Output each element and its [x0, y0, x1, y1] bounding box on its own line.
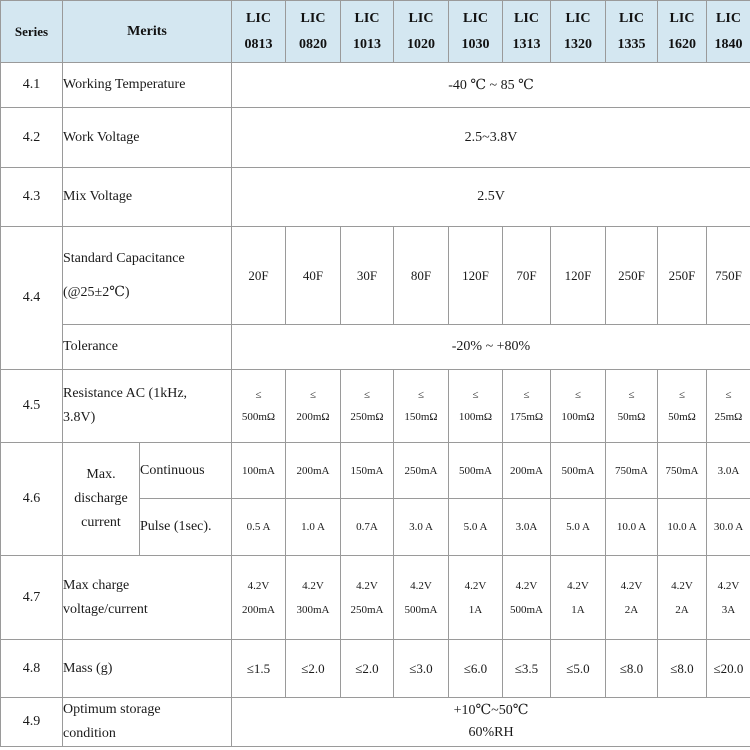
capacitance-value: 120F — [449, 227, 503, 325]
merit-label: Working Temperature — [63, 63, 232, 108]
model-header: LIC 1335 — [606, 1, 658, 63]
model-header: LIC 0820 — [286, 1, 341, 63]
resistance-value: ≤ 25mΩ — [707, 370, 750, 443]
table-row — [1, 556, 750, 640]
series-number: 4.6 — [1, 443, 63, 556]
series-number: 4.3 — [1, 168, 63, 227]
capacitance-value: 40F — [286, 227, 341, 325]
series-number: 4.8 — [1, 640, 63, 698]
continuous-value: 200mA — [286, 443, 341, 499]
capacitance-value: 250F — [658, 227, 707, 325]
model-header: LIC 1020 — [394, 1, 449, 63]
resistance-value: ≤ 100mΩ — [449, 370, 503, 443]
mass-value: ≤20.0 — [707, 640, 750, 698]
table-row — [1, 443, 750, 499]
charge-value: 4.2V 250mA — [341, 556, 394, 640]
model-header: LIC 1320 — [551, 1, 606, 63]
pulse-value: 0.5 A — [232, 499, 286, 556]
resistance-value: ≤ 50mΩ — [658, 370, 707, 443]
storage-condition-value: +10℃~50℃ 60%RH — [232, 698, 750, 747]
pulse-value: 3.0A — [503, 499, 551, 556]
mass-value: ≤2.0 — [341, 640, 394, 698]
merit-label — [63, 227, 232, 325]
charge-value: 4.2V 1A — [551, 556, 606, 640]
pulse-value: 1.0 A — [286, 499, 341, 556]
continuous-value: 500mA — [449, 443, 503, 499]
charge-value: 4.2V 1A — [449, 556, 503, 640]
mass-value: ≤3.0 — [394, 640, 449, 698]
model-header: LIC 1030 — [449, 1, 503, 63]
merit-label: Mass (g) — [63, 640, 232, 698]
mass-value: ≤2.0 — [286, 640, 341, 698]
continuous-value: 200mA — [503, 443, 551, 499]
mass-value: ≤3.5 — [503, 640, 551, 698]
pulse-value: 10.0 A — [606, 499, 658, 556]
charge-value: 4.2V 2A — [658, 556, 707, 640]
merit-label: Max charge voltage/current — [63, 556, 232, 640]
series-number: 4.1 — [1, 63, 63, 108]
table-row — [1, 108, 750, 168]
capacitance-value: 120F — [551, 227, 606, 325]
mass-value: ≤8.0 — [606, 640, 658, 698]
tolerance-label: Tolerance — [63, 325, 232, 370]
shared-value: 2.5~3.8V — [232, 108, 750, 168]
model-header: LIC 0813 — [232, 1, 286, 63]
mass-value: ≤8.0 — [658, 640, 707, 698]
shared-value: -40 ℃ ~ 85 ℃ — [232, 63, 750, 108]
series-number: 4.5 — [1, 370, 63, 443]
capacitance-condition: (@25±2℃) — [63, 284, 130, 300]
pulse-value: 5.0 A — [449, 499, 503, 556]
model-header: LIC 1620 — [658, 1, 707, 63]
max-discharge-label: Max. discharge current — [63, 443, 140, 556]
continuous-value: 500mA — [551, 443, 606, 499]
resistance-value: ≤ 150mΩ — [394, 370, 449, 443]
capacitance-value: 70F — [503, 227, 551, 325]
table-row — [1, 698, 750, 747]
continuous-label: Continuous — [140, 443, 232, 499]
series-number: 4.2 — [1, 108, 63, 168]
resistance-value: ≤ 100mΩ — [551, 370, 606, 443]
capacitance-value: 250F — [606, 227, 658, 325]
table-row — [1, 640, 750, 698]
merits-header: Merits — [63, 1, 232, 63]
series-number: 4.7 — [1, 556, 63, 640]
resistance-value: ≤ 50mΩ — [606, 370, 658, 443]
continuous-value: 3.0A — [707, 443, 750, 499]
mass-value: ≤5.0 — [551, 640, 606, 698]
charge-value: 4.2V 300mA — [286, 556, 341, 640]
table-row — [1, 370, 750, 443]
merit-label: Resistance AC (1kHz, 3.8V) — [63, 370, 232, 443]
table-row — [1, 63, 750, 108]
merit-label: Work Voltage — [63, 108, 232, 168]
resistance-value: ≤ 250mΩ — [341, 370, 394, 443]
tolerance-value: -20% ~ +80% — [232, 325, 750, 370]
continuous-value: 250mA — [394, 443, 449, 499]
charge-value: 4.2V 500mA — [503, 556, 551, 640]
capacitance-value: 30F — [341, 227, 394, 325]
model-header: LIC 1313 — [503, 1, 551, 63]
charge-value: 4.2V 500mA — [394, 556, 449, 640]
merit-label: Mix Voltage — [63, 168, 232, 227]
merit-label: Optimum storage condition — [63, 698, 232, 747]
continuous-value: 150mA — [341, 443, 394, 499]
series-number: 4.4 — [1, 227, 63, 370]
continuous-value: 750mA — [658, 443, 707, 499]
capacitance-label: Standard Capacitance — [63, 250, 185, 266]
pulse-value: 3.0 A — [394, 499, 449, 556]
pulse-value: 5.0 A — [551, 499, 606, 556]
table-row — [1, 227, 750, 325]
resistance-value: ≤ 175mΩ — [503, 370, 551, 443]
capacitance-value: 80F — [394, 227, 449, 325]
continuous-value: 750mA — [606, 443, 658, 499]
pulse-value: 30.0 A — [707, 499, 750, 556]
table-row — [1, 325, 750, 370]
pulse-value: 10.0 A — [658, 499, 707, 556]
capacitance-value: 750F — [707, 227, 750, 325]
series-number: 4.9 — [1, 698, 63, 747]
mass-value: ≤1.5 — [232, 640, 286, 698]
header-row — [1, 1, 750, 63]
resistance-value: ≤ 200mΩ — [286, 370, 341, 443]
mass-value: ≤6.0 — [449, 640, 503, 698]
pulse-label: Pulse (1sec). — [140, 499, 232, 556]
model-header: LIC 1840 — [707, 1, 750, 63]
charge-value: 4.2V 3A — [707, 556, 750, 640]
charge-value: 4.2V 2A — [606, 556, 658, 640]
continuous-value: 100mA — [232, 443, 286, 499]
table-row — [1, 168, 750, 227]
capacitance-value: 20F — [232, 227, 286, 325]
shared-value: 2.5V — [232, 168, 750, 227]
resistance-value: ≤ 500mΩ — [232, 370, 286, 443]
charge-value: 4.2V 200mA — [232, 556, 286, 640]
series-header: Series — [1, 1, 63, 63]
pulse-value: 0.7A — [341, 499, 394, 556]
model-header: LIC 1013 — [341, 1, 394, 63]
